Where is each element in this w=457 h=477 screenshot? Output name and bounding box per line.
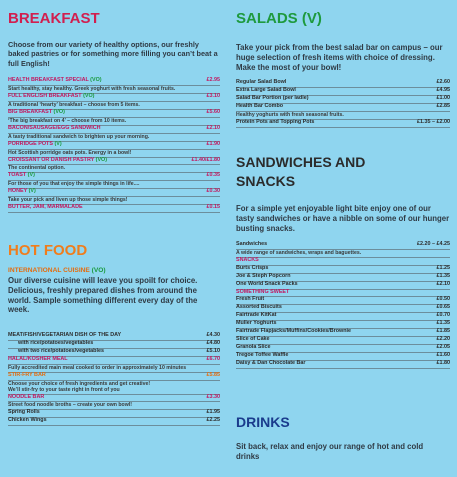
menu-item-name-text: Regular Salad Bowl [236, 79, 287, 85]
menu-item-row [8, 142, 220, 150]
menu-item-name-text: PORRIDGE POTS [8, 140, 55, 147]
menu-item-name-text: SOMETHING SWEET [236, 288, 290, 295]
menu-item-price: £0.65 [436, 304, 450, 311]
menu-item-name [8, 418, 47, 424]
menu-item-price: £0.50 [436, 296, 450, 303]
sandwiches-intro: For a simple yet enjoyable light bite enjoy one of our tasty sandwiches or have a nibble on some of our hunger busting snacks. [236, 204, 450, 233]
menu-item-row [8, 373, 220, 381]
menu-item-price: £2.85 [436, 102, 450, 109]
menu-item-name [8, 341, 93, 347]
menu-item-name-text: HALAL/KOSHER MEAL [8, 355, 68, 362]
menu-item-name-text: Fresh Fruit [236, 296, 265, 303]
drinks-intro: Sit back, relax and enjoy our range of hot and cold drinks [236, 442, 424, 461]
menu-item-name-text: One World Snack Packs [236, 280, 298, 287]
menu-item-name-text: Joe & Steph Popcorn [236, 272, 291, 279]
menu-item-price: £2.95 [206, 77, 220, 83]
menu-item-name-text: HEALTH BREAKFAST SPECIAL [8, 77, 91, 83]
menu-item-row [236, 242, 450, 250]
menu-item-name-text: HONEY [8, 188, 29, 195]
menu-item-name-text: Granola Slice [236, 343, 271, 350]
menu-item-description: ‘The big breakfast on 4’ – choose from 10 items. [8, 118, 220, 126]
menu-item-price: £2.20 – £4.25 [417, 241, 450, 247]
menu-item-name-text: Chicken Wings [8, 417, 47, 424]
menu-item-name-text: BUTTER, JAM, MARMALADE [8, 204, 83, 211]
menu-item-name [236, 337, 270, 343]
menu-item-name-text: MEAT/FISH/VEGETARIAN DISH OF THE DAY [8, 332, 122, 338]
hotfood-intro: Our diverse cuisine will leave you spoilt for choice. Delicious, freshly prepared dishes from around the world. Sample something different every day of the week. [8, 276, 198, 315]
menu-item-row [8, 189, 220, 197]
menu-item-row [8, 126, 220, 134]
menu-item-price: £0.15 [206, 204, 220, 211]
menu-item-price: £1.85 [436, 328, 450, 335]
menu-item-price: £2.60 [436, 79, 450, 85]
menu-item-name [8, 395, 44, 401]
menu-item-name [236, 313, 276, 319]
menu-item-price: £5.10 [206, 347, 220, 354]
menu-item-description: Choose your choice of fresh ingredients and get creative! We’ll stir-fry to your taste right in front of you [8, 381, 220, 395]
menu-item-name [236, 88, 296, 94]
menu-item-name [8, 410, 40, 416]
sandwiches-title-line2: SNACKS [236, 173, 296, 189]
menu-item-price: £1.00 [436, 94, 450, 101]
menu-item-name-text: NOODLE BAR [8, 393, 45, 400]
menu-item-price: £4.30 [206, 332, 220, 338]
salads-items [236, 80, 450, 128]
menu-item-price: £2.05 [436, 343, 450, 350]
menu-item-name [236, 305, 282, 311]
menu-item-price: £1.60 [436, 351, 450, 358]
menu-item-price: £0.30 [206, 188, 220, 195]
menu-item-name [8, 142, 62, 148]
dietary-tag: (V) [28, 188, 36, 195]
menu-item-row [236, 290, 450, 298]
menu-item-name [236, 242, 267, 248]
menu-item-price: £2.10 [206, 124, 220, 131]
menu-item-row [8, 418, 220, 426]
menu-item-name [236, 353, 288, 359]
menu-item-description: Healthy yoghurts with fresh seasonal fruits. [236, 112, 450, 120]
menu-item-name [236, 274, 291, 280]
menu-item-name-text: Muller Yoghurts [236, 320, 277, 327]
menu-item-description: Start healthy, stay healthy. Greek yoghurt with fresh seasonal fruits. [8, 86, 220, 94]
menu-item-name [8, 94, 94, 100]
menu-item-price: £5.85 [206, 371, 220, 378]
menu-item-name [8, 373, 46, 379]
menu-item-name-text: STIR-FRY BAR [8, 371, 46, 378]
menu-item-row [8, 78, 220, 86]
menu-item-row [8, 205, 220, 213]
hotfood-items [8, 333, 220, 426]
menu-item-price: £1.35 [436, 320, 450, 327]
menu-item-name [236, 120, 314, 126]
menu-item-name-text: TOAST [8, 172, 28, 179]
dietary-tag: (VO) [95, 156, 108, 163]
dietary-tag: (VO) [90, 77, 102, 83]
menu-item-name [8, 349, 104, 355]
menu-item-price: £1.25 [436, 264, 450, 271]
menu-item-name-text: Slice of Cake [236, 335, 270, 342]
menu-item-row [8, 173, 220, 181]
menu-item-name-text: Sandwiches [236, 241, 268, 247]
menu-item-description: Fully accredited main meal cooked to order in approximately 10 minutes [8, 365, 220, 373]
menu-item-price: £1.80 [436, 359, 450, 366]
hotfood-title: HOT FOOD [8, 242, 88, 259]
menu-item-name-text: Daisy & Dan Chocolate Bar [236, 359, 306, 366]
menu-item-name [236, 345, 270, 351]
menu-item-name [8, 173, 35, 179]
menu-item-name-text: SNACKS [236, 256, 259, 263]
menu-item-description: Hot Scottish porridge oats pots. Energy in a bowl! [8, 150, 220, 158]
dietary-tag: (V) [27, 172, 35, 179]
menu-item-price: £0.35 [206, 172, 220, 179]
menu-item-row [8, 395, 220, 403]
menu-item-price: £0.70 [436, 312, 450, 319]
menu-item-price: £1.35 – £2.00 [417, 118, 450, 125]
dietary-tag: (VO) [53, 108, 65, 115]
menu-item-price: £6.70 [206, 355, 220, 362]
menu-item-name [8, 205, 83, 211]
menu-item-description: A traditional ‘hearty’ breakfast – choose from 5 items. [8, 102, 220, 110]
hotfood-subtitle-tag: (VO) [91, 267, 106, 274]
menu-item-row [236, 120, 450, 128]
hotfood-subtitle-name: INTERNATIONAL CUISINE [8, 267, 92, 274]
menu-item-description: For those of you that enjoy the simple things in life.... [8, 181, 220, 189]
menu-item-row [236, 361, 450, 369]
menu-item-name [236, 290, 289, 296]
menu-item-description: A tasty traditional sandwich to brighten up your morning. [8, 134, 220, 142]
menu-item-description: A wide range of sandwiches, wraps and baguettes. [236, 250, 450, 258]
breakfast-intro: Choose from our variety of healthy options, our freshly baked pastries or for something more filling you can’t beat a full English! [8, 40, 218, 68]
menu-item-name-text: Health Bar Combo [236, 102, 284, 109]
menu-item-price: £1.95 [206, 409, 220, 416]
menu-item-name [8, 126, 101, 132]
menu-item-row [236, 104, 450, 112]
breakfast-items [8, 78, 220, 213]
menu-item-price: £2.20 [436, 335, 450, 342]
menu-item-name [236, 297, 264, 303]
hotfood-subtitle [8, 267, 106, 274]
sandwiches-title-line1: SANDWICHES AND [236, 154, 366, 170]
menu-item-name [8, 110, 65, 116]
menu-item-name-text: Protein Pots and Topping Pots [236, 118, 315, 125]
menu-item-name-text: BACON/SAUSAGE/EGG SANDWICH [8, 124, 101, 131]
menu-item-description: Street food noodle broths – create your own bowl! [8, 402, 220, 410]
menu-item-name-text: FULL ENGLISH BREAKFAST [8, 92, 84, 99]
menu-item-price: £1.40/£1.80 [191, 156, 220, 163]
sandwiches-title [236, 153, 365, 191]
menu-item-name [8, 189, 36, 195]
menu-item-row [8, 158, 220, 166]
menu-item-name-text: with rice/potatoes/vegetables [18, 339, 94, 346]
menu-item-row [8, 110, 220, 118]
salads-title-tag: (V) [301, 10, 322, 27]
menu-item-name-text: with two rice/potatoes/vegetables [18, 347, 104, 354]
menu-item-name-text: Fairtrade Flapjacks/Muffins/Cookies/Brownie [236, 328, 352, 335]
menu-item-name [8, 333, 121, 339]
menu-item-name [8, 357, 68, 363]
menu-item-price: £3.30 [206, 393, 220, 400]
menu-item-price: £3.10 [206, 92, 220, 99]
menu-item-row [8, 357, 220, 365]
menu-item-row [8, 94, 220, 102]
dietary-tag: (VO) [83, 92, 95, 99]
menu-item-name [236, 321, 277, 327]
menu-item-name-text: Extra Large Salad Bowl [236, 86, 296, 93]
menu-item-price: £2.25 [206, 417, 220, 424]
menu-item-price: £2.10 [436, 280, 450, 287]
menu-item-name-text: Spring Rolls [8, 409, 40, 416]
menu-item-price: £4.95 [436, 86, 450, 93]
menu-item-name [236, 96, 309, 102]
menu-item-description: Take your pick and liven up those simple things! [8, 197, 220, 205]
dietary-tag: (V) [54, 140, 62, 147]
menu-item-name-text: BIG BREAKFAST [8, 108, 54, 115]
menu-item-name [236, 258, 259, 264]
sandwiches-items [236, 242, 450, 369]
menu-item-name-text: Fairtrade KitKat [236, 312, 277, 319]
breakfast-title: BREAKFAST [8, 10, 100, 27]
menu-item-name [8, 158, 107, 164]
menu-item-name-text: CROISSANT OR DANISH PASTRY [8, 156, 96, 163]
menu-item-name-text: Tregoe Toffee Waffle [236, 351, 289, 358]
menu-item-price: £4.80 [206, 339, 220, 346]
salads-intro: Take your pick from the best salad bar on campus – our huge selection of fresh items with choice of dressing. Make the most of your bowl! [236, 43, 443, 72]
menu-item-name-text: Assorted Biscuits [236, 304, 282, 311]
menu-item-name [236, 282, 298, 288]
menu-item-name [8, 78, 102, 84]
menu-item-price: £5.60 [206, 108, 220, 115]
menu-item-name-text: Burts Crisps [236, 264, 269, 271]
menu-item-name [236, 329, 351, 335]
menu-item-price: £1.35 [436, 272, 450, 279]
menu-item-name [236, 361, 306, 367]
salads-title-text: SALADS [236, 10, 302, 27]
menu-item-name [236, 80, 286, 86]
drinks-title: DRINKS [236, 414, 290, 430]
menu-item-description: The continental option. [8, 165, 220, 173]
menu-item-name-text: Salad Bar Portion (per ladle) [236, 94, 309, 101]
menu-item-name [236, 266, 268, 272]
salads-title [236, 10, 322, 27]
menu-item-price: £1.90 [206, 140, 220, 147]
menu-item-name [236, 104, 283, 110]
